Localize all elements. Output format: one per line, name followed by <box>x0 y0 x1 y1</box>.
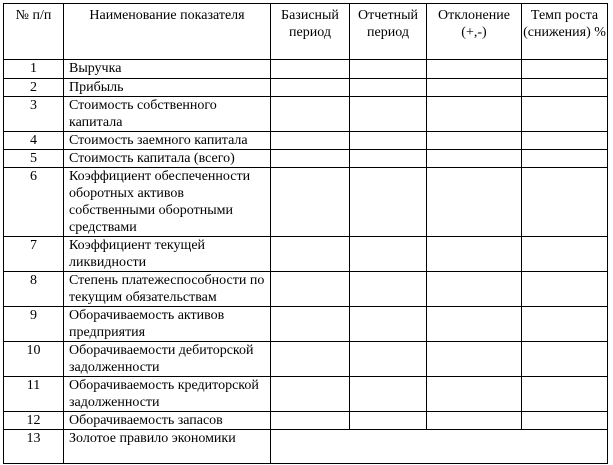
cell-base-period <box>271 79 350 97</box>
row-indicator-name: Золотое правило экономики <box>64 430 271 464</box>
cell-growth-rate <box>522 132 608 150</box>
row-number: 5 <box>4 150 64 168</box>
row-number: 11 <box>4 377 64 412</box>
cell-deviation <box>427 377 522 412</box>
cell-base-period <box>271 60 350 79</box>
cell-report-period <box>350 79 427 97</box>
cell-growth-rate <box>522 60 608 79</box>
cell-deviation <box>427 237 522 272</box>
cell-merged-empty <box>271 430 608 464</box>
cell-growth-rate <box>522 97 608 132</box>
cell-base-period <box>271 412 350 430</box>
row-indicator-name: Коэффициент обеспеченности оборотных активов собственными оборотными средствами <box>64 168 271 237</box>
header-cell-deviation: Отклонение (+,-) <box>427 4 522 60</box>
table-row <box>4 342 608 377</box>
table-row <box>4 150 608 168</box>
row-indicator-name: Степень платежеспособности по текущим обязательствам <box>64 272 271 307</box>
cell-base-period <box>271 168 350 237</box>
row-indicator-name: Стоимость заемного капитала <box>64 132 271 150</box>
cell-base-period <box>271 377 350 412</box>
indicators-table <box>3 3 608 464</box>
cell-report-period <box>350 132 427 150</box>
row-number: 2 <box>4 79 64 97</box>
cell-deviation <box>427 79 522 97</box>
row-number: 9 <box>4 307 64 342</box>
table-row <box>4 377 608 412</box>
row-number: 7 <box>4 237 64 272</box>
table-row <box>4 79 608 97</box>
cell-growth-rate <box>522 168 608 237</box>
row-number: 13 <box>4 430 64 464</box>
row-indicator-name: Выручка <box>64 60 271 79</box>
cell-deviation <box>427 272 522 307</box>
row-number: 10 <box>4 342 64 377</box>
header-cell-indicator-name: Наименование показателя <box>64 4 271 60</box>
row-number: 3 <box>4 97 64 132</box>
table-row <box>4 60 608 79</box>
table-row <box>4 237 608 272</box>
cell-report-period <box>350 342 427 377</box>
row-number: 1 <box>4 60 64 79</box>
cell-growth-rate <box>522 377 608 412</box>
cell-report-period <box>350 60 427 79</box>
row-number: 4 <box>4 132 64 150</box>
header-row <box>4 4 608 60</box>
row-indicator-name: Оборачиваемость кредиторской задолженности <box>64 377 271 412</box>
cell-base-period <box>271 307 350 342</box>
cell-base-period <box>271 150 350 168</box>
table-body <box>4 60 608 464</box>
cell-report-period <box>350 307 427 342</box>
table-header <box>4 4 608 60</box>
cell-deviation <box>427 412 522 430</box>
table-row <box>4 97 608 132</box>
table-row <box>4 132 608 150</box>
cell-growth-rate <box>522 79 608 97</box>
cell-report-period <box>350 150 427 168</box>
row-indicator-name: Оборачиваемости дебиторской задолженности <box>64 342 271 377</box>
cell-report-period <box>350 97 427 132</box>
cell-base-period <box>271 342 350 377</box>
table-row <box>4 412 608 430</box>
header-cell-base-period: Базисный период <box>271 4 350 60</box>
cell-report-period <box>350 237 427 272</box>
row-indicator-name: Оборачиваемость активов предприятия <box>64 307 271 342</box>
row-indicator-name: Стоимость капитала (всего) <box>64 150 271 168</box>
row-indicator-name: Коэффициент текущей ликвидности <box>64 237 271 272</box>
cell-deviation <box>427 342 522 377</box>
header-cell-number: № п/п <box>4 4 64 60</box>
row-number: 12 <box>4 412 64 430</box>
cell-deviation <box>427 132 522 150</box>
cell-growth-rate <box>522 412 608 430</box>
cell-growth-rate <box>522 237 608 272</box>
cell-deviation <box>427 168 522 237</box>
row-number: 6 <box>4 168 64 237</box>
table-row <box>4 307 608 342</box>
cell-deviation <box>427 150 522 168</box>
header-cell-report-period: Отчетный период <box>350 4 427 60</box>
cell-report-period <box>350 377 427 412</box>
row-indicator-name: Прибыль <box>64 79 271 97</box>
row-indicator-name: Стоимость собственного капитала <box>64 97 271 132</box>
row-indicator-name: Оборачиваемость запасов <box>64 412 271 430</box>
cell-deviation <box>427 307 522 342</box>
cell-base-period <box>271 132 350 150</box>
cell-base-period <box>271 272 350 307</box>
cell-growth-rate <box>522 307 608 342</box>
cell-base-period <box>271 237 350 272</box>
table-row <box>4 168 608 237</box>
table-row <box>4 430 608 464</box>
cell-report-period <box>350 272 427 307</box>
row-number: 8 <box>4 272 64 307</box>
cell-deviation <box>427 60 522 79</box>
header-cell-growth-rate: Темп роста (снижения) % <box>522 4 608 60</box>
cell-report-period <box>350 168 427 237</box>
cell-base-period <box>271 97 350 132</box>
cell-growth-rate <box>522 150 608 168</box>
cell-growth-rate <box>522 272 608 307</box>
table-row <box>4 272 608 307</box>
cell-growth-rate <box>522 342 608 377</box>
cell-report-period <box>350 412 427 430</box>
cell-deviation <box>427 97 522 132</box>
